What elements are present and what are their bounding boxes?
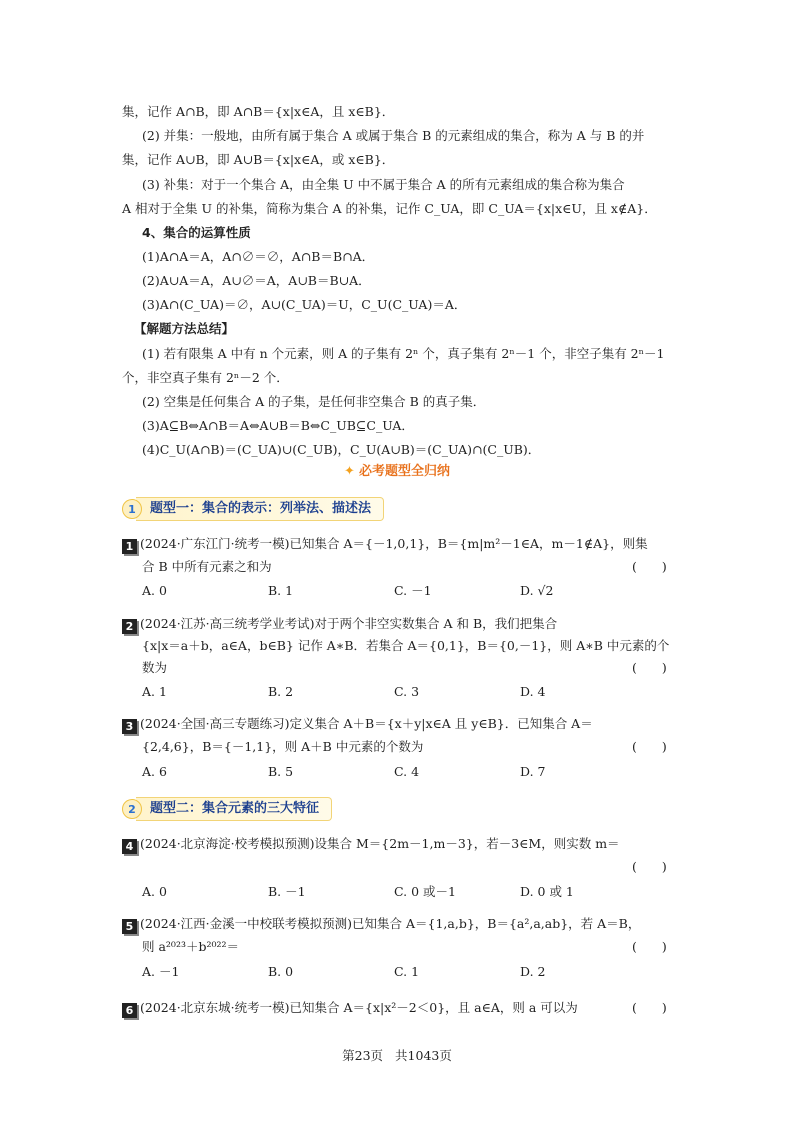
page-footer	[0, 1046, 794, 1064]
body-line: A 相对于全集 U 的补集，简称为集合 A 的补集，记作 C_UA，即 C_UA＝{x|x∈U，且 x∉A}．	[122, 201, 657, 216]
option-c: C. 1	[394, 964, 420, 979]
option-b: B. 5	[268, 764, 294, 779]
section-header	[122, 497, 384, 521]
body-line: (3)A∩(C_UA)＝∅，A∪(C_UA)＝U，C_U(C_UA)＝A．	[142, 297, 467, 312]
question-line: 数为	[142, 660, 168, 675]
body-line: 集，记作 A∩B，即 A∩B＝{x|x∈A，且 x∈B}．	[122, 104, 395, 119]
question-line: 合 B 中所有元素之和为	[142, 559, 272, 574]
section-number-badge: 2	[122, 799, 142, 819]
answer-blank: ( )	[632, 559, 667, 574]
question-number-badge: 2	[122, 619, 137, 634]
question-line: {2,4,6}，B＝{－1,1}，则 A＋B 中元素的个数为	[142, 739, 424, 754]
question-line: 5 (2024·江西·金溪一中校联考模拟预测)已知集合 A＝{1,a,b}，B＝{a²,a,ab}，若 A＝B，	[122, 916, 640, 934]
question-number-badge: 6	[122, 1003, 137, 1018]
question-number-badge: 4	[122, 839, 137, 854]
section-number-badge: 1	[122, 499, 142, 519]
sparkle-icon: ✦	[344, 464, 355, 479]
answer-blank: ( )	[632, 739, 667, 754]
option-a: A. 1	[142, 684, 167, 699]
body-line: (3) 补集：对于一个集合 A，由全集 U 中不属于集合 A 的所有元素组成的集合称为集合	[142, 177, 625, 192]
answer-blank: ( )	[632, 939, 667, 954]
body-line: (1)A∩A＝A，A∩∅＝∅，A∩B＝B∩A．	[142, 249, 375, 264]
answer-blank: ( )	[632, 1000, 667, 1015]
option-c: C. 4	[394, 764, 420, 779]
option-d: D. 4	[520, 684, 546, 699]
page-number: 第23页	[342, 1048, 384, 1063]
body-line: (2) 并集：一般地，由所有属于集合 A 或属于集合 B 的元素组成的集合，称为 A 与 B 的并	[142, 128, 645, 143]
body-line: (1) 若有限集 A 中有 n 个元素，则 A 的子集有 2ⁿ 个，真子集有 2ⁿ－1 个，非空子集有 2ⁿ－1	[142, 346, 665, 361]
option-b: B. 2	[268, 684, 294, 699]
answer-blank: ( )	[632, 660, 667, 675]
question-line: 4 (2024·北京海淀·校考模拟预测)设集合 M＝{2m－1,m－3}，若－3∈M，则实数 m＝	[122, 836, 620, 854]
page-total: 共1043页	[395, 1048, 452, 1063]
option-c: C. 3	[394, 684, 420, 699]
option-c: C. 0 或－1	[394, 884, 456, 899]
option-a: A. 0	[142, 583, 167, 598]
question-line: 则 a²⁰²³＋b²⁰²²＝	[142, 939, 240, 954]
option-a: A. 0	[142, 884, 167, 899]
section-title: 题型二：集合元素的三大特征	[136, 797, 332, 821]
subsection-heading: 4、集合的运算性质	[142, 225, 251, 240]
answer-blank: ( )	[632, 859, 667, 874]
body-line: (4)C_U(A∩B)＝(C_UA)∪(C_UB)，C_U(A∪B)＝(C_UA)∩(C_UB)．	[142, 442, 541, 457]
section-title: 题型一：集合的表示：列举法、描述法	[136, 497, 384, 521]
question-line: 1 (2024·广东江门·统考一模)已知集合 A＝{－1,0,1}，B＝{m|m²－1∈A，m－1∉A}，则集	[122, 536, 648, 554]
question-line: 6 (2024·北京东城·统考一模)已知集合 A＝{x|x²－2＜0}，且 a∈A，则 a 可以为	[122, 1000, 578, 1018]
option-b: B. －1	[268, 884, 306, 899]
option-a: A. －1	[142, 964, 180, 979]
option-d: D. √2	[520, 583, 554, 598]
option-d: D. 0 或 1	[520, 884, 574, 899]
option-b: B. 1	[268, 583, 294, 598]
question-number-badge: 5	[122, 919, 137, 934]
body-line: 个，非空真子集有 2ⁿ－2 个．	[122, 370, 289, 385]
option-d: D. 2	[520, 964, 546, 979]
question-number-badge: 1	[122, 539, 137, 554]
option-d: D. 7	[520, 764, 546, 779]
option-a: A. 6	[142, 764, 167, 779]
question-types-title: ✦ 必考题型全归纳	[344, 464, 450, 479]
question-line: 3 (2024·全国·高三专题练习)定义集合 A＋B＝{x＋y|x∈A 且 y∈B}．已知集合 A＝	[122, 716, 593, 734]
body-line: (2) 空集是任何集合 A 的子集，是任何非空集合 B 的真子集．	[142, 394, 486, 409]
question-line: 2 (2024·江苏·高三统考学业考试)对于两个非空实数集合 A 和 B，我们把集合	[122, 616, 557, 634]
question-number-badge: 3	[122, 719, 137, 734]
body-line: (3)A⊆B⇔A∩B＝A⇔A∪B＝B⇔C_UB⊆C_UA．	[142, 418, 414, 433]
section-header	[122, 797, 332, 821]
option-c: C. －1	[394, 583, 432, 598]
option-b: B. 0	[268, 964, 294, 979]
body-line: 集，记作 A∪B，即 A∪B＝{x|x∈A，或 x∈B}．	[122, 152, 395, 167]
method-summary-heading: 【解题方法总结】	[134, 321, 235, 336]
body-line: (2)A∪A＝A，A∪∅＝A，A∪B＝B∪A．	[142, 273, 371, 288]
question-line: {x|x＝a＋b，a∈A，b∈B} 记作 A∗B．若集合 A＝{0,1}，B＝{0,－1}，则 A∗B 中元素的个	[142, 638, 670, 653]
